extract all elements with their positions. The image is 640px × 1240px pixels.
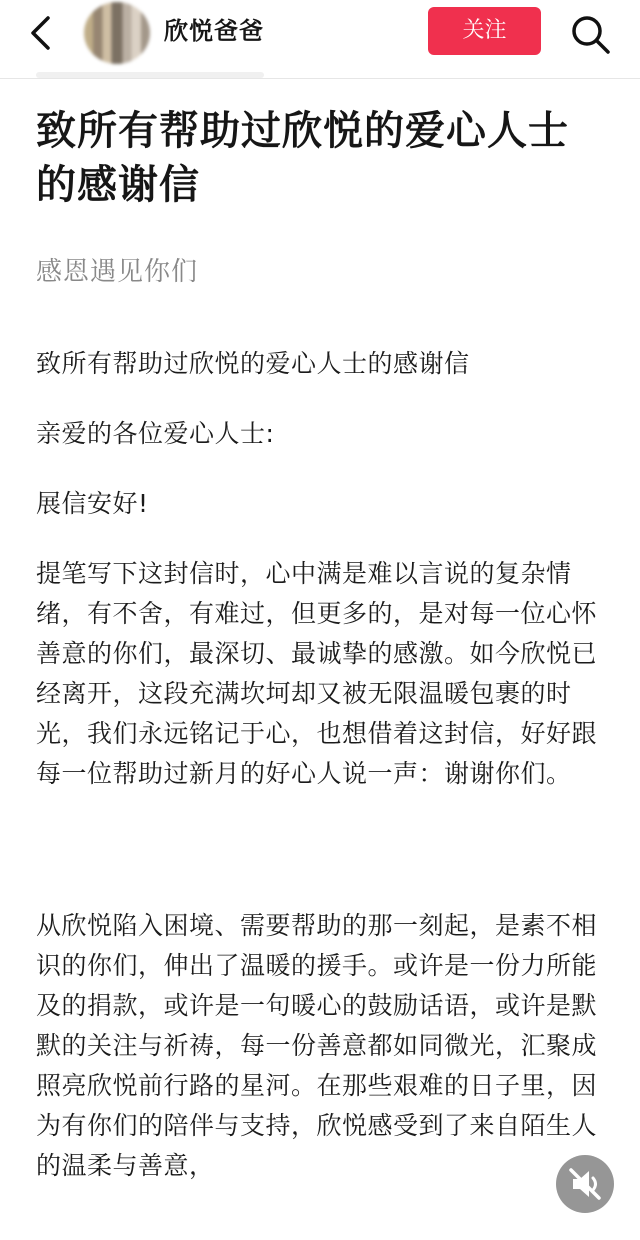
paragraph: 致所有帮助过欣悦的爱心人士的感谢信 (36, 349, 470, 378)
article-title: 致所有帮助过欣悦的爱心人士的感谢信 (36, 108, 569, 208)
chevron-left-icon (22, 14, 62, 54)
paragraph: 从欣悦陷入困境、需要帮助的那一刻起，是素不相识的你们，伸出了温暖的援手。或许是一份力所能及的捐款，或许是一句暖心的鼓励话语，或许是默默的关注与祈祷，每一份善意都如同微光，汇聚成照亮欣悦前行路的星河。在那些艰难的日子里，因为有你们的陪伴与支持，欣悦感受到了来自陌生人的温柔与善意， (36, 911, 598, 1180)
speaker-muted-icon (556, 1155, 614, 1213)
follow-button[interactable]: 关注 (428, 7, 541, 55)
header-divider (36, 72, 264, 78)
search-button[interactable] (566, 10, 614, 58)
author-name[interactable]: 欣悦爸爸 (164, 17, 264, 45)
top-bar (0, 0, 640, 79)
search-icon (566, 10, 614, 58)
paragraph: 展信安好! (36, 489, 149, 518)
back-button[interactable] (22, 14, 62, 54)
paragraph: 提笔写下这封信时，心中满是难以言说的复杂情绪，有不舍，有难过，但更多的，是对每一位心怀善意的你们，最深切、最诚挚的感激。如今欣悦已经离开，这段充满坎坷却又被无限温暖包裹的时光，我们永远铭记于心，也想借着这封信，好好跟每一位帮助过新月的好心人说一声：谢谢你们。 (36, 559, 598, 788)
avatar[interactable] (84, 2, 150, 64)
paragraph: 亲爱的各位爱心人士: (36, 419, 275, 448)
article-subtitle: 感恩遇见你们 (36, 257, 199, 287)
mute-button[interactable] (556, 1155, 614, 1213)
